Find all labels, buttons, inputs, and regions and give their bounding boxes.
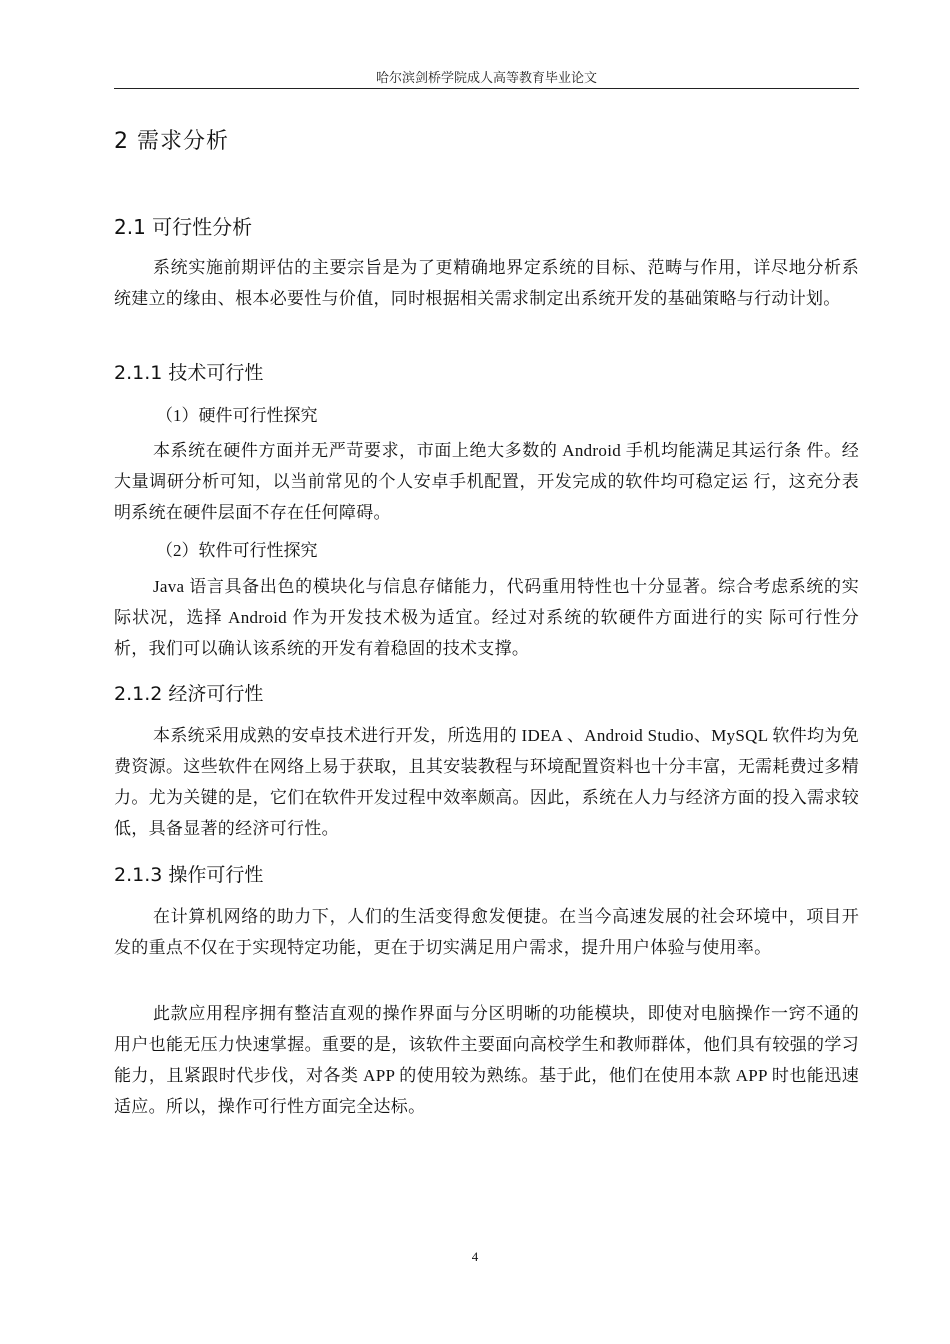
hardware-paragraph: 本系统在硬件方面并无严苛要求，市面上绝大多数的 Android 手机均能满足其运行条 件。经大量调研分析可知，以当前常见的个人安卓手机配置，开发完成的软件均可稳定运 行，这充分表明系统在硬件层面不存在任何障碍。	[114, 441, 859, 522]
software-subheading: （2）软件可行性探究	[156, 541, 318, 560]
chapter-title: 2 需求分析	[114, 129, 229, 154]
header-divider	[114, 88, 859, 89]
software-paragraph: Java 语言具备出色的模块化与信息存储能力，代码重用特性也十分显著。综合考虑系统的实际状况，选择 Android 作为开发技术极为适宜。经过对系统的软硬件方面进行的实 际可行性分析，我们可以确认该系统的开发有着稳固的技术支撑。	[114, 577, 859, 658]
operation-paragraph-2: 此款应用程序拥有整洁直观的操作界面与分区明晰的功能模块，即使对电脑操作一窍不通的用户也能无压力快速掌握。重要的是，该软件主要面向高校学生和教师群体，他们具有较强的学习能力，且紧跟时代步伐，对各类 APP 的使用较为熟练。基于此，他们在使用本款 APP 时也能迅速适应。所以，操作可行性方面完全达标。	[114, 1004, 859, 1116]
section-title-2-1-1: 2.1.1 技术可行性	[114, 362, 264, 384]
section-title-2-1-3: 2.1.3 操作可行性	[114, 864, 264, 886]
running-header: 哈尔滨剑桥学院成人高等教育毕业论文	[375, 70, 597, 85]
operation-paragraph-1: 在计算机网络的助力下，人们的生活变得愈发便捷。在当今高速发展的社会环境中，项目开发的重点不仅在于实现特定功能，更在于切实满足用户需求，提升用户体验与使用率。	[114, 907, 859, 957]
section-title-2-1: 2.1 可行性分析	[114, 215, 253, 239]
section-title-2-1-2: 2.1.2 经济可行性	[114, 683, 264, 705]
page-number: 4	[471, 1249, 479, 1264]
hardware-subheading: （1）硬件可行性探究	[156, 406, 318, 425]
economic-paragraph: 本系统采用成熟的安卓技术进行开发，所选用的 IDEA 、Android Studio、MySQL 软件均为免费资源。这些软件在网络上易于获取，且其安装教程与环境配置资料也十分丰富，无需耗费过多精力。尤为关键的是，它们在软件开发过程中效率颇高。因此，系统在人力与经济方面的投入需求较低，具备显著的经济可行性。	[114, 726, 859, 838]
section-2-1-intro: 系统实施前期评估的主要宗旨是为了更精确地界定系统的目标、范畴与作用，详尽地分析系统建立的缘由、根本必要性与价值，同时根据相关需求制定出系统开发的基础策略与行动计划。	[114, 258, 859, 308]
